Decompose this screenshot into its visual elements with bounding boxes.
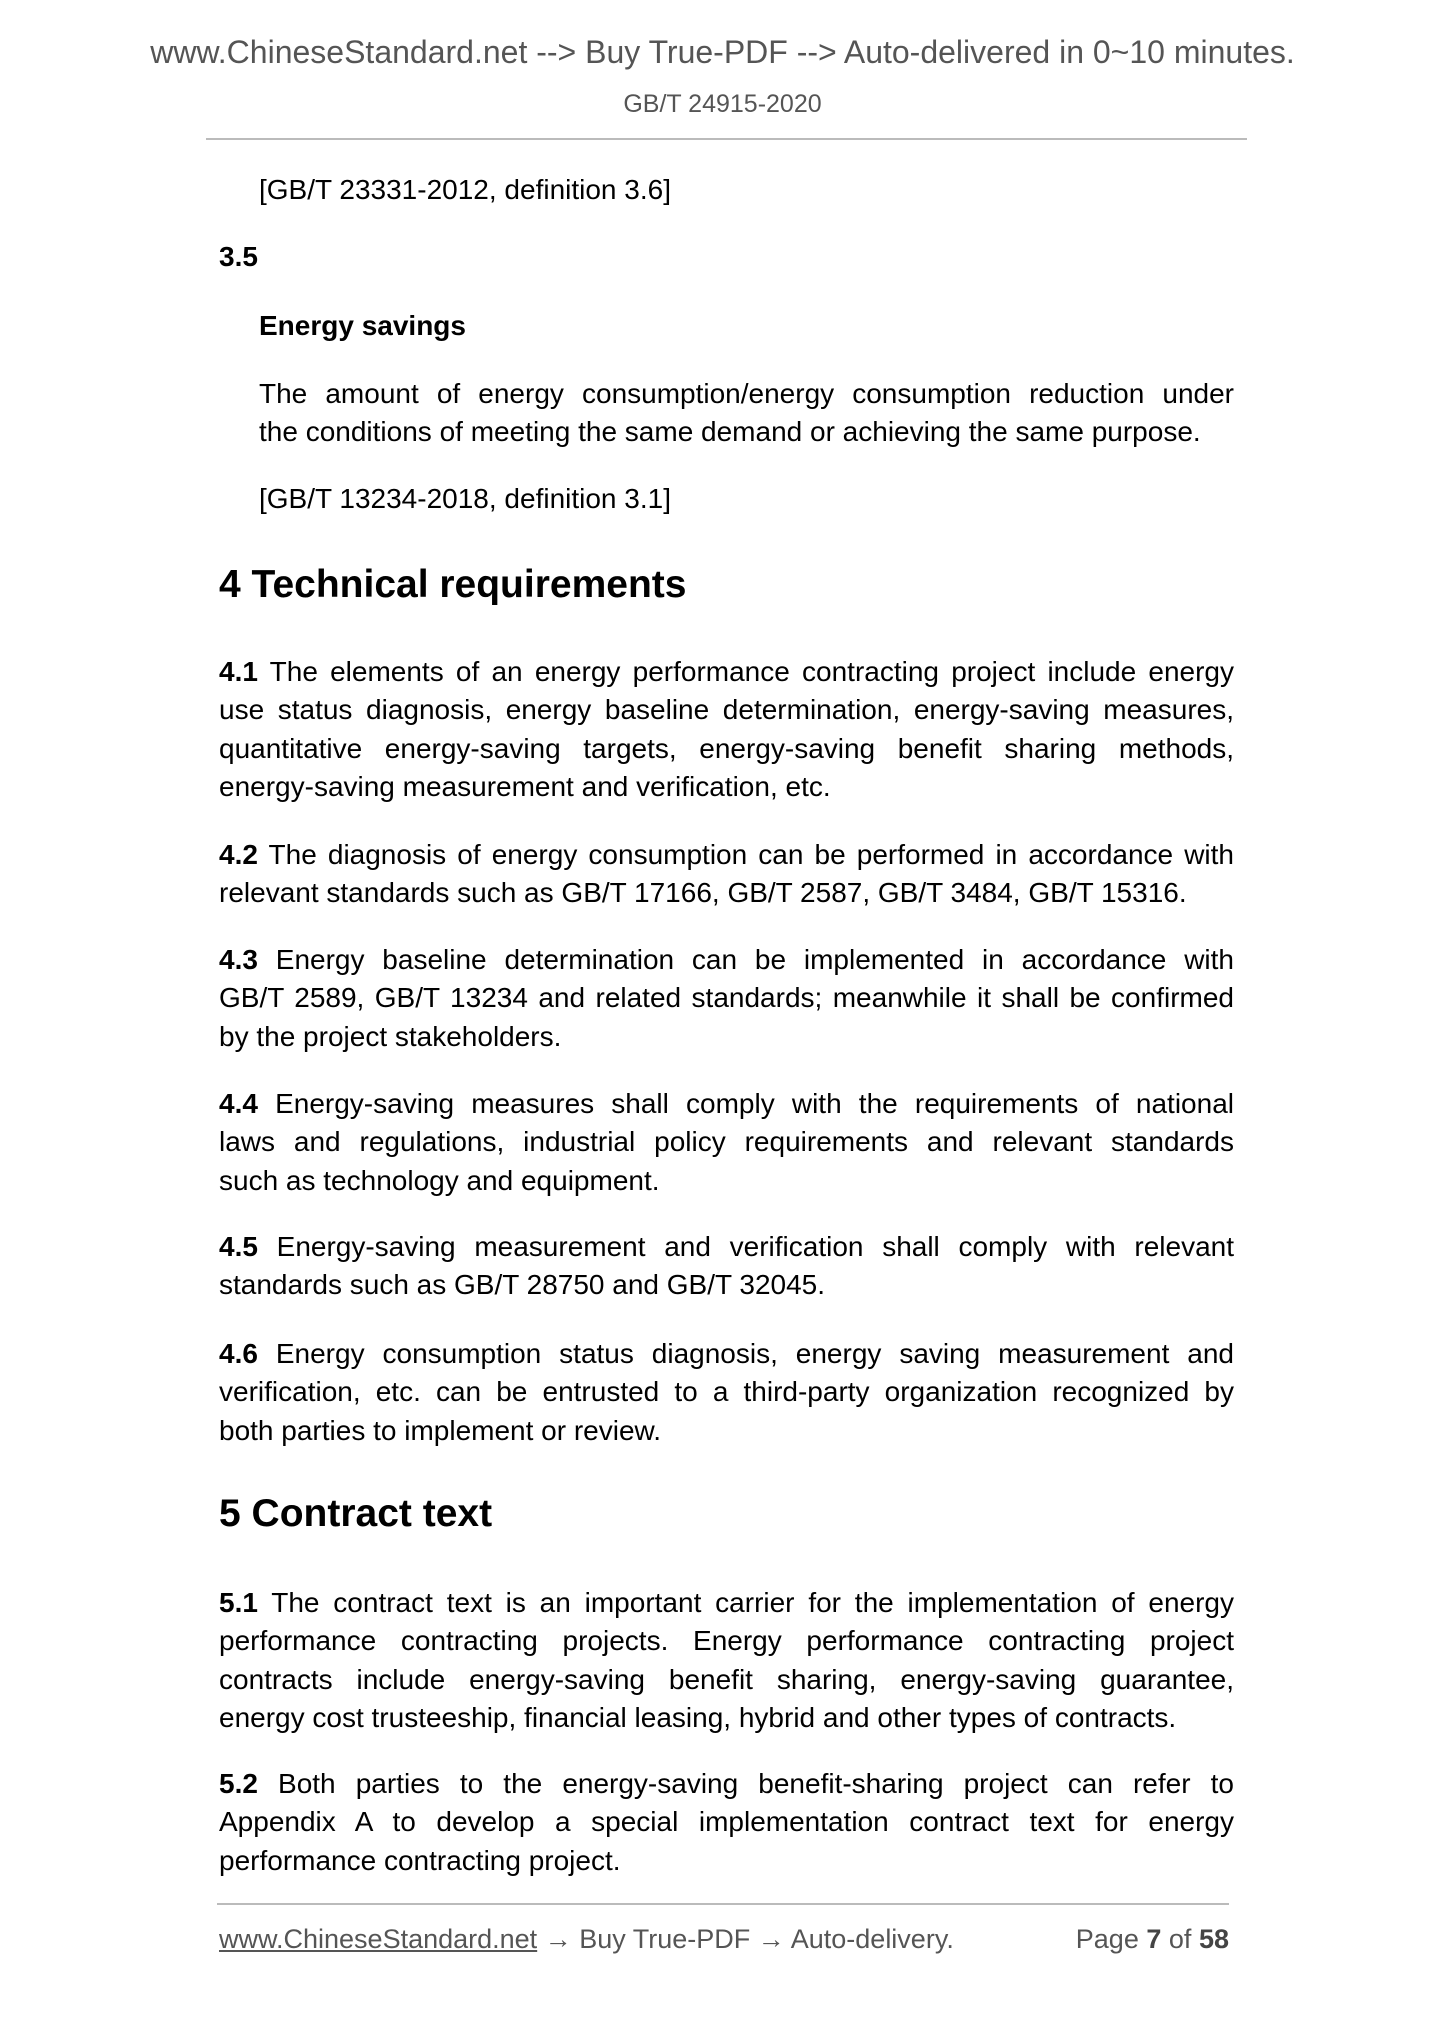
page-number xyxy=(1076,1924,1229,1955)
text-line xyxy=(219,768,1234,806)
line-text: performance contracting projects. Energy performance contracting project xyxy=(219,1625,1234,1657)
text-line xyxy=(219,874,1234,912)
line-text: Energy consumption status diagnosis, energy saving measurement and xyxy=(257,1338,1234,1369)
clause-number-3-5: 3.5 xyxy=(219,241,258,272)
line-text: Energy baseline determination can be implemented in accordance with xyxy=(257,944,1234,975)
line-text: Appendix A to develop a special implementation contract text for energy xyxy=(219,1806,1234,1838)
footer-site-link[interactable]: www.ChineseStandard.net xyxy=(219,1924,538,1954)
line-text: energy-saving measurement and verification, etc. xyxy=(219,770,831,802)
text-line xyxy=(219,1765,1234,1803)
text-line xyxy=(219,730,1234,768)
line-text: verification, etc. can be entrusted to a third-party organization recognized by xyxy=(219,1376,1234,1408)
text-line xyxy=(219,1123,1234,1161)
text-line xyxy=(219,1085,1234,1123)
line-text: standards such as GB/T 28750 and GB/T 32045. xyxy=(219,1269,826,1301)
line-text: by the project stakeholders. xyxy=(219,1020,562,1052)
text-line xyxy=(219,941,1234,979)
text-line xyxy=(259,413,1234,451)
clause-number: 4.1 xyxy=(219,656,258,687)
clause-number: 4.6 xyxy=(219,1338,258,1369)
text-line xyxy=(219,1699,1234,1737)
section-4-heading: 4 Technical requirements xyxy=(219,563,687,606)
clause-number: 4.5 xyxy=(219,1231,258,1262)
text-line xyxy=(219,1266,1234,1304)
clause-number: 5.1 xyxy=(219,1587,258,1618)
clause-5-2 xyxy=(219,1765,1234,1880)
clause-number: 4.4 xyxy=(219,1088,258,1119)
page-label: Page xyxy=(1075,1924,1139,1954)
line-text: laws and regulations, industrial policy requirements and relevant standards xyxy=(219,1126,1234,1158)
text-line xyxy=(219,1373,1234,1411)
footer-divider xyxy=(217,1903,1229,1905)
line-text: quantitative energy-saving targets, energy-saving benefit sharing methods, xyxy=(219,732,1234,764)
of-label: of xyxy=(1168,1924,1192,1954)
text-line xyxy=(219,1162,1234,1200)
line-text: energy cost trusteeship, financial leasing, hybrid and other types of contracts. xyxy=(219,1701,1177,1733)
footer-tagline: → Buy True-PDF → Auto-delivery. xyxy=(537,1924,954,1954)
text-line xyxy=(219,1803,1234,1841)
text-line xyxy=(219,1584,1234,1622)
page-footer xyxy=(219,1924,1229,1955)
clause-4-1 xyxy=(219,653,1234,806)
text-line xyxy=(219,653,1234,691)
clause-4-5 xyxy=(219,1228,1234,1305)
clause-5-1 xyxy=(219,1584,1234,1737)
clause-4-4 xyxy=(219,1085,1234,1200)
line-text: The elements of an energy performance contracting project include energy xyxy=(257,656,1234,687)
line-text: Energy-saving measurement and verification shall comply with relevant xyxy=(257,1231,1234,1262)
text-line xyxy=(219,979,1234,1017)
header-banner: www.ChineseStandard.net --> Buy True-PDF --> Auto-delivered in 0~10 minutes. xyxy=(150,34,1295,70)
reference-3-5: [GB/T 13234-2018, definition 3.1] xyxy=(259,483,671,514)
reference-3-4: [GB/T 23331-2012, definition 3.6] xyxy=(259,174,671,205)
text-line xyxy=(219,1622,1234,1660)
line-text: Both parties to the energy-saving benefit-sharing project can refer to xyxy=(257,1768,1234,1799)
text-line xyxy=(219,1228,1234,1266)
standard-id: GB/T 24915-2020 xyxy=(623,90,822,118)
line-text: The amount of energy consumption/energy consumption reduction under xyxy=(259,378,1234,409)
line-text: The diagnosis of energy consumption can be performed in accordance with xyxy=(257,839,1234,870)
term-title: Energy savings xyxy=(259,310,466,341)
text-line xyxy=(259,375,1234,413)
line-text: such as technology and equipment. xyxy=(219,1164,660,1196)
section-5-heading: 5 Contract text xyxy=(219,1492,493,1535)
clause-number: 4.3 xyxy=(219,944,258,975)
clause-4-2 xyxy=(219,836,1234,913)
text-line xyxy=(219,1412,1234,1450)
text-line xyxy=(219,1335,1234,1373)
clause-number: 4.2 xyxy=(219,839,258,870)
text-line xyxy=(219,691,1234,729)
header-divider xyxy=(206,138,1247,140)
line-text: the conditions of meeting the same demand or achieving the same purpose. xyxy=(259,416,1201,448)
line-text: Energy-saving measures shall comply with the requirements of national xyxy=(257,1088,1234,1119)
line-text: use status diagnosis, energy baseline determination, energy-saving measures, xyxy=(219,694,1234,726)
definition-3-5 xyxy=(259,375,1234,452)
text-line xyxy=(219,1661,1234,1699)
total-pages: 58 xyxy=(1198,1924,1229,1954)
line-text: performance contracting project. xyxy=(219,1844,621,1876)
text-line xyxy=(219,1842,1234,1880)
clause-4-3 xyxy=(219,941,1234,1056)
line-text: both parties to implement or review. xyxy=(219,1414,661,1446)
line-text: relevant standards such as GB/T 17166, GB/T 2587, GB/T 3484, GB/T 15316. xyxy=(219,877,1187,909)
line-text: GB/T 2589, GB/T 13234 and related standards; meanwhile it shall be confirmed xyxy=(219,982,1234,1014)
text-line xyxy=(219,836,1234,874)
line-text: contracts include energy-saving benefit sharing, energy-saving guarantee, xyxy=(219,1663,1234,1695)
current-page: 7 xyxy=(1146,1924,1162,1954)
clause-4-6 xyxy=(219,1335,1234,1450)
clause-number: 5.2 xyxy=(219,1768,258,1799)
text-line xyxy=(219,1018,1234,1056)
line-text: The contract text is an important carrier for the implementation of energy xyxy=(257,1587,1234,1618)
